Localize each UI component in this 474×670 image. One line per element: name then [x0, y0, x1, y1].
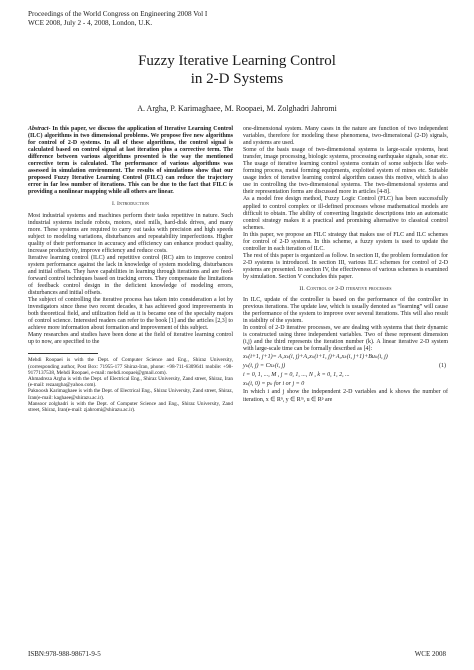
paragraph: Most industrial systems and machines perform their tasks repetitive in nature. Such industrial systems include robots, motors, steel mills, hard-disk drives, and many more. These systems are required to carry out tasks with precision and high speeds subject to modeling variations, disturbances and repeatability imperfections. Higher quality of their performance in accuracy and efficiency can enhance product quality, increase productivity, improve efficiency and reduce costs. — [28, 212, 233, 254]
paragraph: In control of 2-D iterative processes, we are dealing with systems that their dynamic is constructed using three independent variables. Two of these represent dimension (i,j) and the third represents the iteration number (k). A linear iterative 2-D system with large-scale time can be formally described as [4]: — [243, 325, 448, 353]
equation-output: yₖ(i, j) = Cxₖ(i, j) — [243, 363, 286, 370]
equation-state-line: xₖ(i+1, j+1)= A₁xₖ(i, j)+A₂xₖ(i+1, j)+A₃xₖ(i, j+1)+Buₖ(i, j) — [243, 354, 388, 361]
isbn-footer: ISBN:978-988-98671-9-5 — [28, 650, 101, 658]
equation-boundary-line: xₖ(i, 0) = pₖ for i or j = 0 — [243, 381, 305, 388]
section-title: Control of 2-D iterative processes — [306, 286, 392, 293]
abstract — [28, 126, 233, 196]
paragraph: one-dimensional system. Many cases in the nature are function of two independent variables, therefore for modeling these phenomena, two-dimensional (2-D) signals, and systems are used. — [243, 126, 448, 147]
footnote-divider — [28, 353, 98, 354]
abstract-lead: Abstract- — [28, 126, 51, 132]
author-list: A. Argha, P. Karimaghaee, M. Roopaei, M. Zolghadri Jahromi — [137, 104, 337, 113]
title-line-1: Fuzzy Iterative Learning Control — [138, 53, 336, 69]
header-line-1: Proceedings of the World Congress on Engineering 2008 Vol I — [28, 10, 208, 18]
paper-title — [0, 52, 474, 88]
header-line-2: WCE 2008, July 2 - 4, 2008, London, U.K. — [28, 19, 153, 27]
proceedings-header — [28, 10, 207, 28]
paragraph: As a model free design method, Fuzzy Logic Control (FLC) has been successfully applied to control complex or ill-defined processes whose mathematical models are difficult to obtain. The ability of converting linguistic descriptions into an automatic control strategy makes it a practical and promising alternative to classical control schemes. — [243, 196, 448, 231]
footnote: Paknoosh Karimaghaee is with the Dept. of Electrical Eng., Shiraz University, Zand street, Shiraz, Iran(e-mail: kaghaee@shirazu.ac.ir). — [28, 388, 233, 401]
paragraph: The rest of this paper is organized as follow. In section II, the problem formulation for 2-D systems is introduced. In section III, various ILC schemes for control of 2-D systems are presented. In section IV, the effectiveness of various schemes is examined by simulation. Section V concludes this paper. — [243, 252, 448, 280]
right-column — [243, 126, 448, 404]
equation-index-line: i = 0, 1, ..., M , j = 0, 1, ..., N , k = 0, 1, 2, ... — [243, 372, 350, 379]
paragraph: Many researches and studies have been done at the field of iterative learning control up to now, are specified to the — [28, 332, 233, 346]
equation-1 — [243, 353, 448, 389]
equation-output-line — [243, 362, 448, 371]
section-number: I. — [112, 201, 116, 208]
equation-number: (1) — [439, 363, 446, 370]
left-column — [28, 126, 233, 413]
section-heading-control — [243, 286, 448, 293]
paragraph: Some of the basis usage of two-dimensional systems is large-scale systems, heat transfer, image processing, biologic systems, processing earthquake signals, sonar etc. The usage of iterative learning control systems contain of some subjects like web-forming process, metal forming equipments, exploited system of mines etc. Suitable usage index of iterative learning control algorithm causes this motive, which is also use in controlling the two-dimensional systems. The two-dimensional systems and their representation forms are discussed more in articles [4-8]. — [243, 147, 448, 196]
conference-footer: WCE 2008 — [414, 650, 446, 658]
section-heading-introduction — [28, 201, 233, 208]
paragraph: Iterative learning control (ILC) and repetitive control (RC) aim to improve control system performance against the lack in knowledge of system modeling, disturbances and initial offsets. They have capabilities in learning through iterations and are feed-forward control techniques based on tracking errors. They compensate the limitations of feedback control design in the deficient knowledge of modeling errors, disturbances and initial offsets. — [28, 254, 233, 297]
footnote: Mansoor zolghadri is with the Dept. of Computer Science and Eng., Shiraz University, Zand street, Shiraz, Iran(e-mail: zjahromi@shirazu.ac.ir). — [28, 400, 233, 414]
section-title: Introduction — [117, 201, 149, 208]
abstract-body: In this paper, we discuss the application of Iterative Learning Control (ILC) algorithms in two dimensional problems. We propose five new algorithms for control of 2-D systems. In all of these algorithms, the control signal is calculated based on control signal at last iteration plus a corrective term. The difference between various algorithms presented is the way the mentioned corrective term is calculated. The performance of various algorithms was assessed in simulation environment. The results of simulations show that our proposed Fuzzy Iterative Learning Control (FILC) can reduce the trajectory error in far less number of iterations. This can be due to the fact that FILC is providing a nonlinear mapping while all others are linear. — [28, 126, 233, 196]
section-number: II. — [299, 286, 305, 293]
footnote: Ahmadreza Argha is with the Dept. of Electrical Eng., Shiraz University, Zand street, Shiraz, Iran (e-mail: rezaargha@yahoo.com). — [28, 376, 233, 389]
title-line-2: in 2-D Systems — [190, 71, 284, 87]
paragraph: In this paper, we propose an FILC strategy that makes use of FLC and ILC schemes for control of 2-D systems. In this scheme, a fuzzy system is used to update the controller in each iteration of ILC. — [243, 231, 448, 252]
paragraph: In which i and j show the independent 2-D variables and k shows the number of iteration, x ∈ Rⁿ, y ∈ Rᵐ, u ∈ Rᵖ are — [243, 389, 448, 403]
paragraph: In ILC, update of the controller is based on the performance of the controller in previous iterations. The update law, which is usually denoted as “learning” will cause the performance of the system to improve over several iterations. This will also result in stability of the system. — [243, 297, 448, 325]
paragraph: The subject of controlling the iterative process has taken into consideration a lot by investigators since these two recent decades, it has achieved good improvements in both theoretical field, and utilization field as it is became one of the specialty majors of control science. Interested readers can refer to the book [1] and the articles [2,3] to achieve more information about formation and improvement of this subject. — [28, 297, 233, 332]
footnote: Mehdi Roopaei is with the Dept. of Computer Science and Eng., Shiraz University, (corresponding author, Post Box: 71955-177 Shiraz-Iran, phone: +98-711-6309641 mobile: +98-9177137538, Mehdi Roopaei, e-mail: mehdi.roopaei@gmail.com). — [28, 357, 233, 376]
